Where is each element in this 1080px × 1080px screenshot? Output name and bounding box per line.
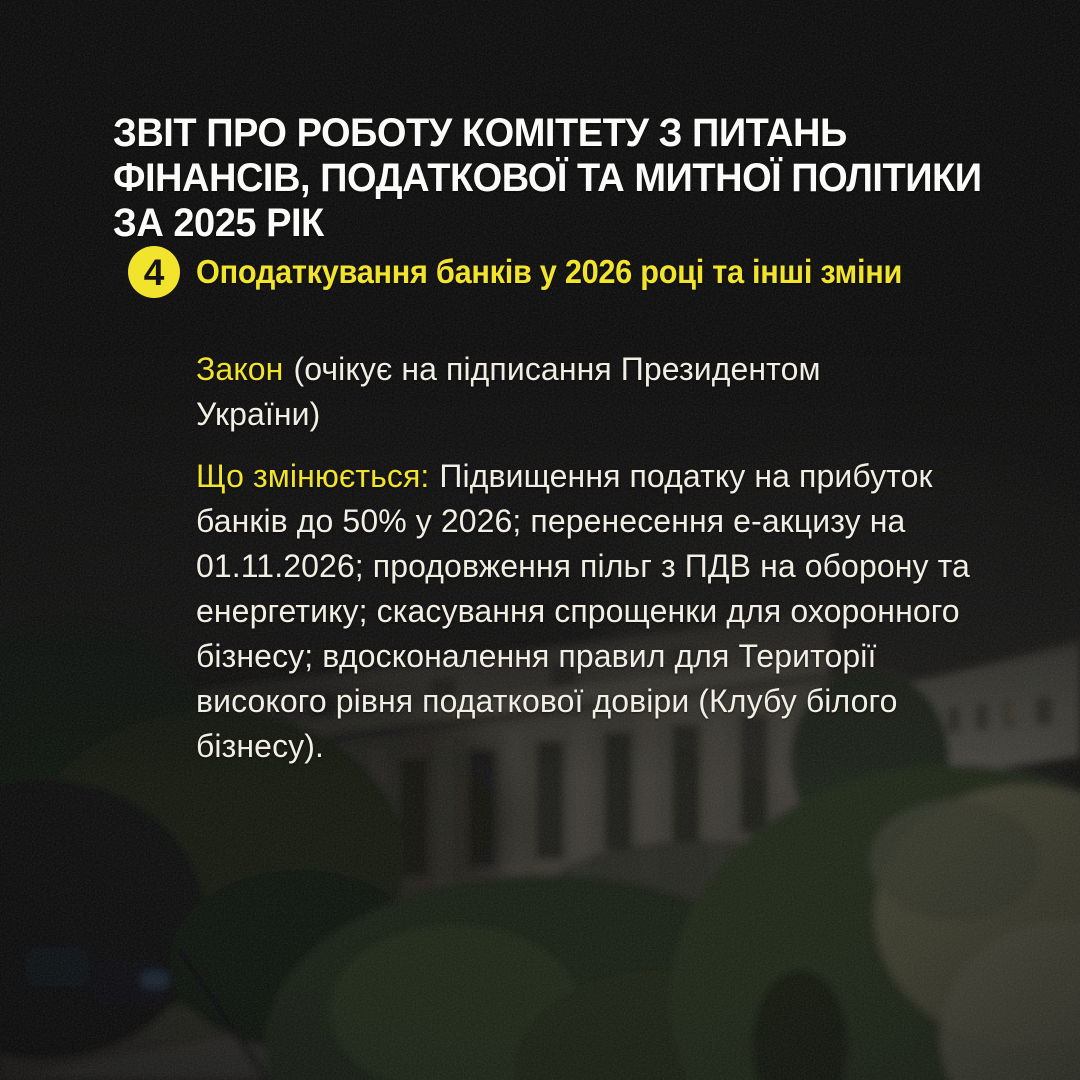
item-number-badge xyxy=(128,246,180,298)
changes-text: Підвищення податку на прибуток банків до 50% у 2026; перенесення е-акцизу на 01.11.2026; продовження пільг з ПДВ на оборону та енергетику; скасування спрощенки для охоронного бізнесу; вдосконалення правил для Території високого рівня податкової довіри (Клубу білого бізнесу). xyxy=(196,458,970,764)
page-title-line: ЗА 2025 РІК xyxy=(113,200,324,245)
page-title xyxy=(113,111,982,246)
law-status-text: (очікує на підписання Президентом України) xyxy=(196,351,821,432)
law-status-paragraph xyxy=(196,347,886,437)
item-number: 4 xyxy=(143,251,165,293)
item-heading: Оподаткування банків у 2026 році та інші зміни xyxy=(196,253,903,290)
item-heading-row xyxy=(128,246,955,298)
changes-label: Що змінюється: xyxy=(196,458,430,494)
law-status-label: Закон xyxy=(196,351,284,387)
changes-paragraph xyxy=(196,454,996,769)
page-title-line: ЗВІТ ПРО РОБОТУ КОМІТЕТУ З ПИТАНЬ xyxy=(113,110,847,155)
page-title-line: ФІНАНСІВ, ПОДАТКОВОЇ ТА МИТНОЇ ПОЛІТИКИ xyxy=(113,155,982,200)
